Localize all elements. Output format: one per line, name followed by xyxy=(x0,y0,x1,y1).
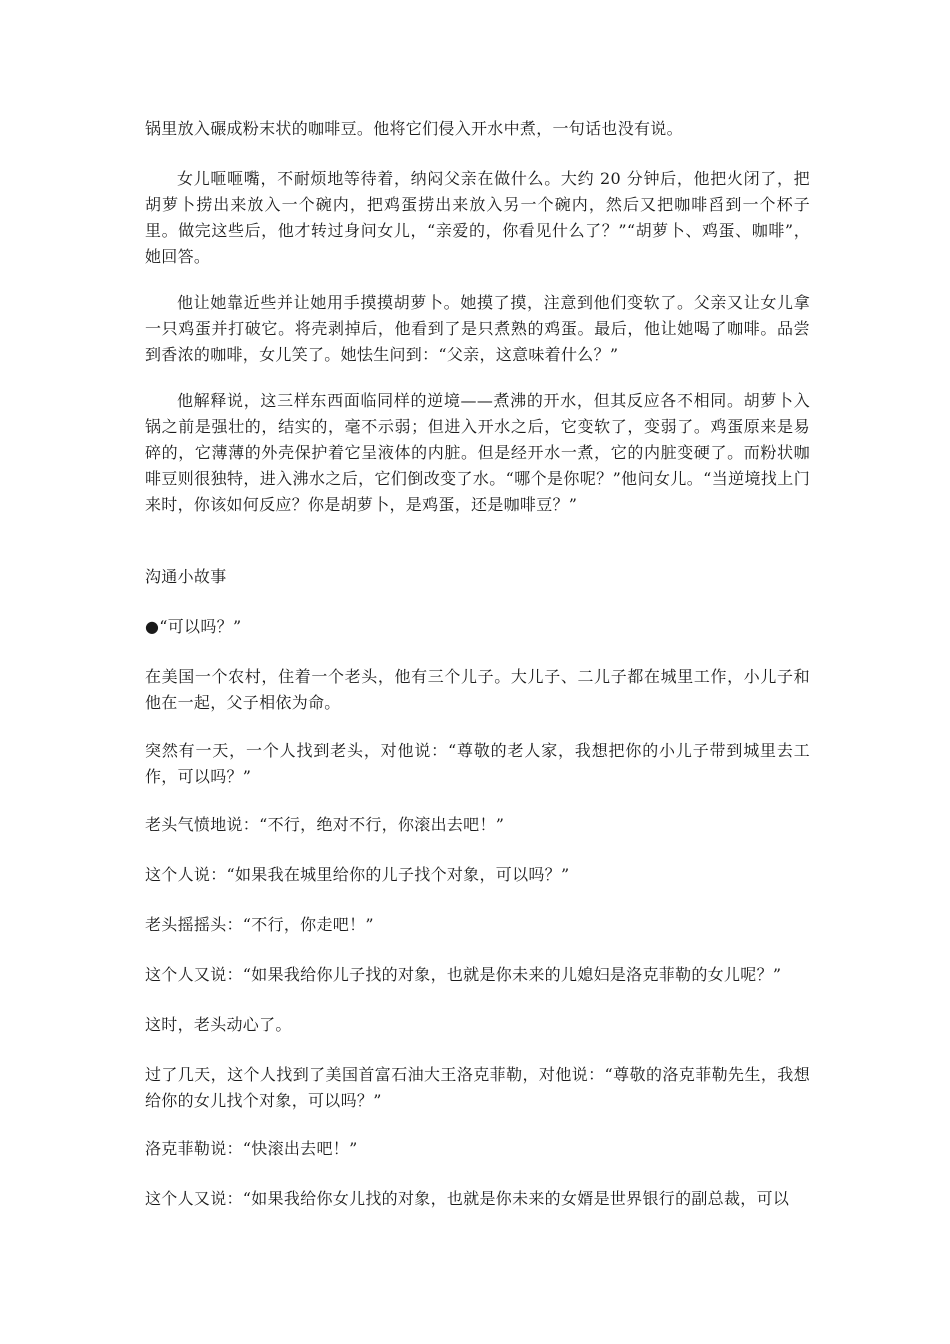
paragraph-4: 他解释说，这三样东西面临同样的逆境——煮沸的开水，但其反应各不相同。胡萝卜入锅之前是强壮的，结实的，毫不示弱；但进入开水之后，它变软了，变弱了。鸡蛋原来是易碎的，它薄薄的外壳保护着它呈液体的内脏。但是经开水一煮，它的内脏变硬了。而粉状咖啡豆则很独特，进入沸水之后，它们倒改变了水。“哪个是你呢？”他问女儿。“当逆境找上门来时，你该如何反应？你是胡萝卜，是鸡蛋，还是咖啡豆？” xyxy=(145,391,810,514)
story-title: ●“可以吗？” xyxy=(145,617,242,636)
paragraph-3: 他让她靠近些并让她用手摸摸胡萝卜。她摸了摸，注意到他们变软了。父亲又让女儿拿一只鸡蛋并打破它。将壳剥掉后，他看到了是只煮熟的鸡蛋。最后，他让她喝了咖啡。品尝到香浓的咖啡，女儿笑了。她怯生问到：“父亲，这意味着什么？” xyxy=(145,293,810,364)
story-paragraph-6: 这个人又说：“如果我给你儿子找的对象，也就是你未来的儿媳妇是洛克菲勒的女儿呢？” xyxy=(145,965,782,984)
story-paragraph-9: 洛克菲勒说：“快滚出去吧！” xyxy=(145,1139,358,1158)
story-paragraph-4: 这个人说：“如果我在城里给你的儿子找个对象，可以吗？” xyxy=(145,865,570,884)
story-paragraph-10: 这个人又说：“如果我给你女儿找的对象，也就是你未来的女婿是世界银行的副总裁，可以 xyxy=(145,1189,790,1208)
paragraph-2: 女儿咂咂嘴，不耐烦地等待着，纳闷父亲在做什么。大约 20 分钟后，他把火闭了，把胡萝卜捞出来放入一个碗内，把鸡蛋捞出来放入另一个碗内，然后又把咖啡舀到一个杯子里。做完这些后，他才转过身问女儿，“亲爱的，你看见什么了？”“胡萝卜、鸡蛋、咖啡”，她回答。 xyxy=(145,169,810,266)
story-paragraph-8: 过了几天，这个人找到了美国首富石油大王洛克菲勒，对他说：“尊敬的洛克菲勒先生，我想给你的女儿找个对象，可以吗？” xyxy=(145,1065,810,1110)
story-paragraph-3: 老头气愤地说：“不行，绝对不行，你滚出去吧！” xyxy=(145,815,505,834)
section-title: 沟通小故事 xyxy=(145,567,227,586)
story-paragraph-2: 突然有一天，一个人找到老头，对他说：“尊敬的老人家，我想把你的小儿子带到城里去工作，可以吗？” xyxy=(145,741,810,786)
story-paragraph-5: 老头摇摇头：“不行，你走吧！” xyxy=(145,915,374,934)
paragraph-1: 锅里放入碾成粉末状的咖啡豆。他将它们侵入开水中煮，一句话也没有说。 xyxy=(145,119,683,138)
story-paragraph-7: 这时，老头动心了。 xyxy=(145,1015,292,1034)
story-paragraph-1: 在美国一个农村，住着一个老头，他有三个儿子。大儿子、二儿子都在城里工作，小儿子和他在一起，父子相依为命。 xyxy=(145,667,810,712)
